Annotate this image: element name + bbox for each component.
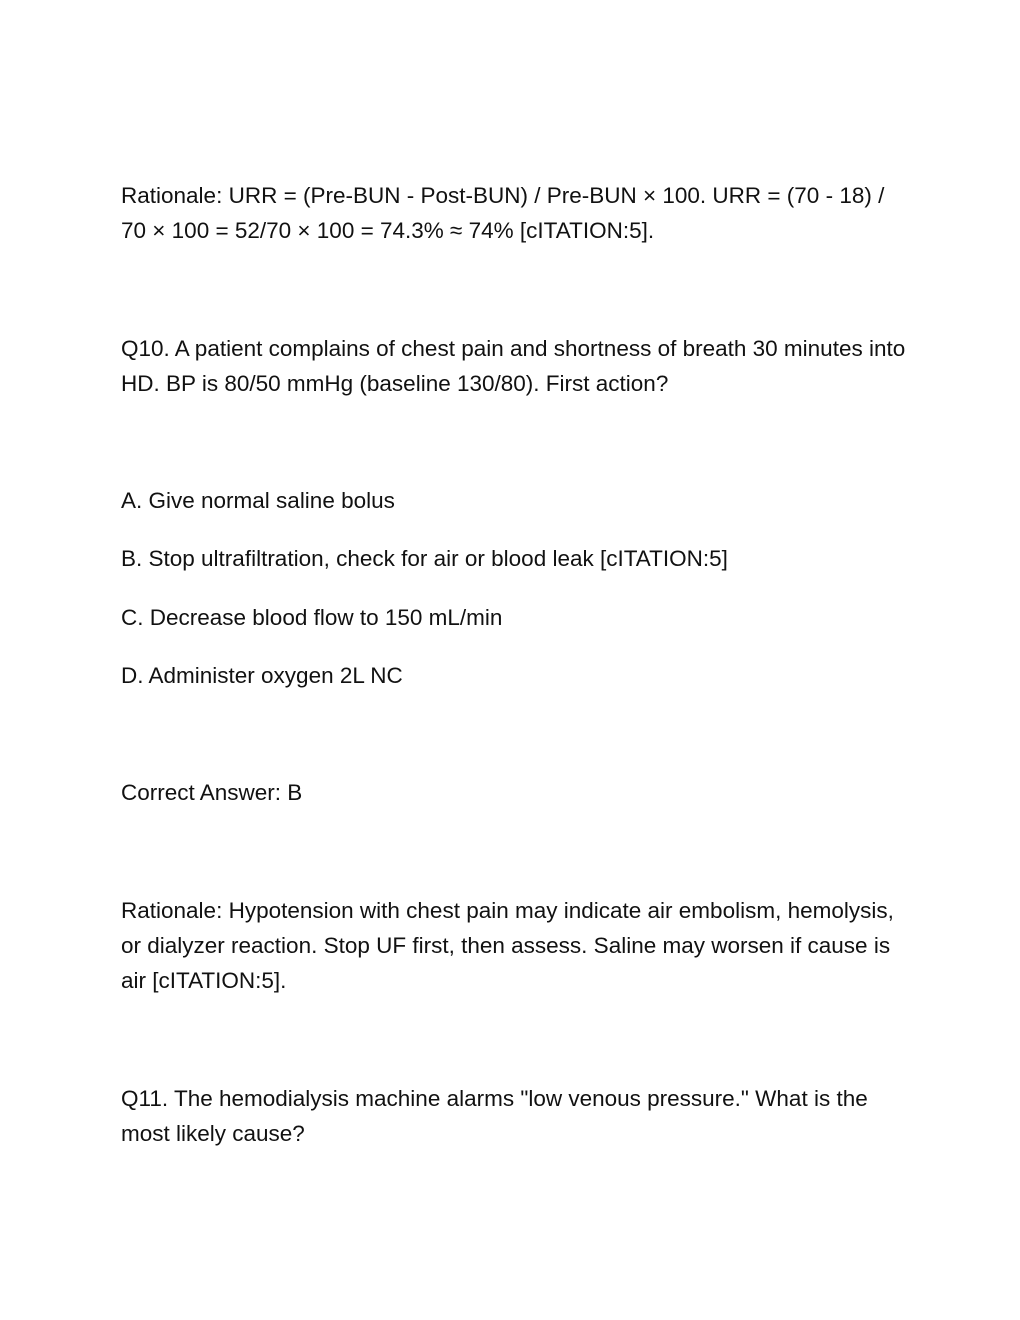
option-c: C. Decrease blood flow to 150 mL/min bbox=[121, 605, 503, 630]
rationale-paragraph: Rationale: URR = (Pre-BUN - Post-BUN) / Pre-BUN × 100. URR = (70 - 18) / 70 × 100 = 52/70 × 100 = 74.3% ≈ 74% [cITATION:5]. bbox=[121, 183, 885, 243]
option-d: D. Administer oxygen 2L NC bbox=[121, 663, 403, 688]
question-q10: Q10. A patient complains of chest pain and shortness of breath 30 minutes into HD. BP is 80/50 mmHg (baseline 130/80). First action? bbox=[121, 336, 906, 396]
option-b: B. Stop ultrafiltration, check for air or blood leak [cITATION:5] bbox=[121, 546, 728, 571]
rationale-paragraph-q10: Rationale: Hypotension with chest pain may indicate air embolism, hemolysis, or dialyzer reaction. Stop UF first, then assess. Saline may worsen if cause is air [cITATION:5]. bbox=[121, 898, 894, 993]
correct-answer: Correct Answer: B bbox=[121, 780, 303, 805]
option-a: A. Give normal saline bolus bbox=[121, 488, 395, 513]
question-q11: Q11. The hemodialysis machine alarms "low venous pressure." What is the most likely cause? bbox=[121, 1086, 868, 1146]
